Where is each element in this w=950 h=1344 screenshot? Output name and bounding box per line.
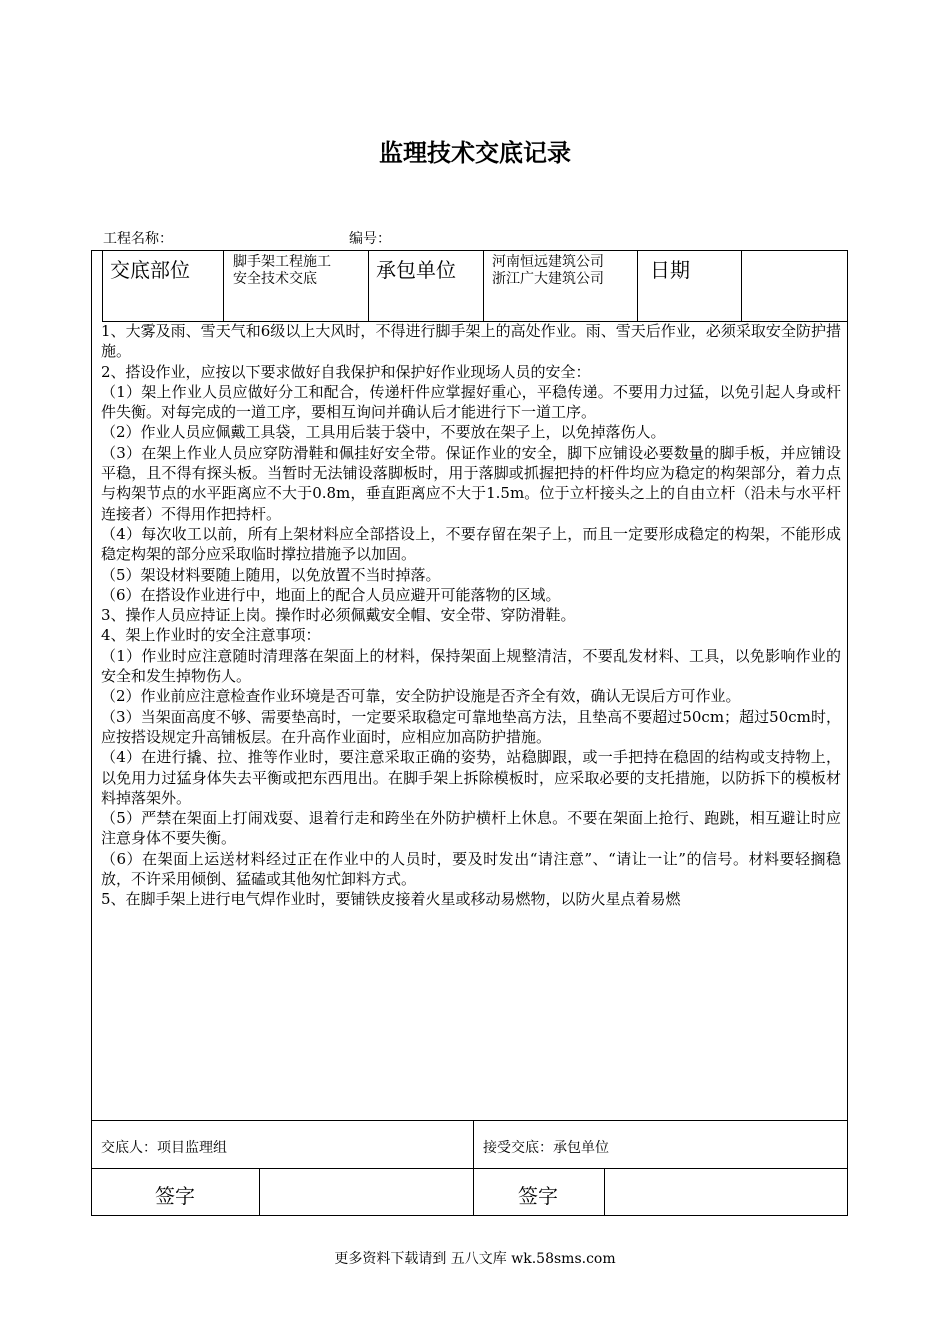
giver-label: 交底人：项目监理组 xyxy=(101,1140,227,1156)
page-footer[interactable]: 更多资料下载请到 五八文库 wk.58sms.com xyxy=(334,1251,616,1267)
header-divider-2 xyxy=(368,251,369,321)
sign-right-label: 签字 xyxy=(518,1184,558,1208)
disclosure-content xyxy=(101,321,841,910)
footer-top-border xyxy=(91,1120,848,1121)
contractor-value-line2: 浙江广大建筑公司 xyxy=(492,271,604,287)
contractor-label: 承包单位 xyxy=(376,258,456,282)
header-left-border xyxy=(102,251,103,321)
content-paragraph: （5）严禁在架面上打闹戏耍、退着行走和跨坐在外防护横杆上休息。不要在架面上抢行、跑跳，相互避让时应注意身体不要失衡。 xyxy=(101,809,841,848)
header-divider-4 xyxy=(637,251,638,321)
part-value-line1: 脚手架工程施工 xyxy=(233,254,331,270)
content-paragraph: （3）在架上作业人员应穿防滑鞋和佩挂好安全带。保证作业的安全，脚下应铺设必要数量的脚手板，并应铺设平稳，且不得有探头板。当暂时无法铺设落脚板时，用于落脚或抓握把持的杆件均应为稳定的构架部分，着力点与构架节点的水平距离应不大于0.8m，垂直距离应不大于1.5m。位于立杆接头之上的自由立杆（沿未与水平杆连接者）不得用作把持杆。 xyxy=(101,443,841,523)
content-paragraph: 3、操作人员应持证上岗。操作时必须佩戴安全帽、安全带、穿防滑鞋。 xyxy=(101,606,576,625)
sign-left-label: 签字 xyxy=(155,1184,195,1208)
content-paragraph: （6）在架面上运送材料经过正在作业中的人员时，要及时发出“请注意”、“请让一让”的信号。材料要轻搁稳放，不许采用倾倒、猛磕或其他匆忙卸料方式。 xyxy=(101,849,841,889)
date-label: 日期 xyxy=(650,258,690,282)
footer-center-divider xyxy=(473,1120,474,1216)
document-title: 监理技术交底记录 xyxy=(379,139,571,167)
content-paragraph: （5）架设材料要随上随用，以免放置不当时掉落。 xyxy=(101,565,441,584)
content-paragraph: 2、搭设作业，应按以下要求做好自我保护和保护好作业现场人员的安全： xyxy=(101,362,591,381)
content-paragraph: （1）作业时应注意随时清理落在架面上的材料，保持架面上规整清洁，不要乱发材料、工具，以免影响作业的安全和发生掉物伤人。 xyxy=(101,646,841,686)
sign-right-divider xyxy=(604,1168,605,1216)
footer-middle-border xyxy=(91,1168,848,1169)
receiver-label: 接受交底：承包单位 xyxy=(483,1140,609,1156)
content-paragraph: （2）作业前应注意检查作业环境是否可靠，安全防护设施是否齐全有效，确认无误后方可作业。 xyxy=(101,687,741,706)
part-label: 交底部位 xyxy=(110,258,190,282)
header-divider-3 xyxy=(483,251,484,321)
content-paragraph: （3）当架面高度不够、需要垫高时，一定要采取稳定可靠地垫高方法，且垫高不要超过50cm；超过50cm时，应按搭设规定升高铺板层。在升高作业面时，应相应加高防护措施。 xyxy=(101,707,841,746)
contractor-value-line1: 河南恒远建筑公司 xyxy=(492,254,604,270)
header-divider-1 xyxy=(223,251,224,321)
content-paragraph: （4）在进行撬、拉、推等作业时，要注意采取正确的姿势，站稳脚跟，或一手把持在稳固的结构或支持物上，以免用力过猛身体失去平衡或把东西甩出。在脚手架上拆除模板时，应采取必要的支托措施，以防拆下的模板材料掉落架外。 xyxy=(101,748,841,807)
content-paragraph: （2）作业人员应佩戴工具袋，工具用后装于袋中，不要放在架子上，以免掉落伤人。 xyxy=(101,423,666,442)
content-paragraph: （4）每次收工以前，所有上架材料应全部搭设上，不要存留在架子上，而且一定要形成稳定的构架，不能形成稳定构架的部分应采取临时撑拉措施予以加固。 xyxy=(101,524,841,564)
content-paragraph: 4、架上作业时的安全注意事项： xyxy=(101,626,321,645)
header-divider-5 xyxy=(741,251,742,321)
content-paragraph: 1、大雾及雨、雪天气和6级以上大风时，不得进行脚手架上的高处作业。雨、雪天后作业，必须采取安全防护措施。 xyxy=(101,322,841,361)
content-paragraph: 5、在脚手架上进行电气焊作业时，要铺铁皮接着火星或移动易燃物，以防火星点着易燃 xyxy=(101,890,681,909)
sign-left-divider xyxy=(259,1168,260,1216)
content-paragraph: （1）架上作业人员应做好分工和配合，传递杆件应掌握好重心，平稳传递。不要用力过猛，以免引起人身或杆件失衡。对每完成的一道工序，要相互询问并确认后才能进行下一道工序。 xyxy=(101,382,841,422)
part-value-line2: 安全技术交底 xyxy=(233,271,317,287)
project-name-label: 工程名称： xyxy=(103,231,173,247)
content-paragraph: （6）在搭设作业进行中，地面上的配合人员应避开可能落物的区域。 xyxy=(101,585,561,604)
number-label: 编号： xyxy=(349,231,391,247)
